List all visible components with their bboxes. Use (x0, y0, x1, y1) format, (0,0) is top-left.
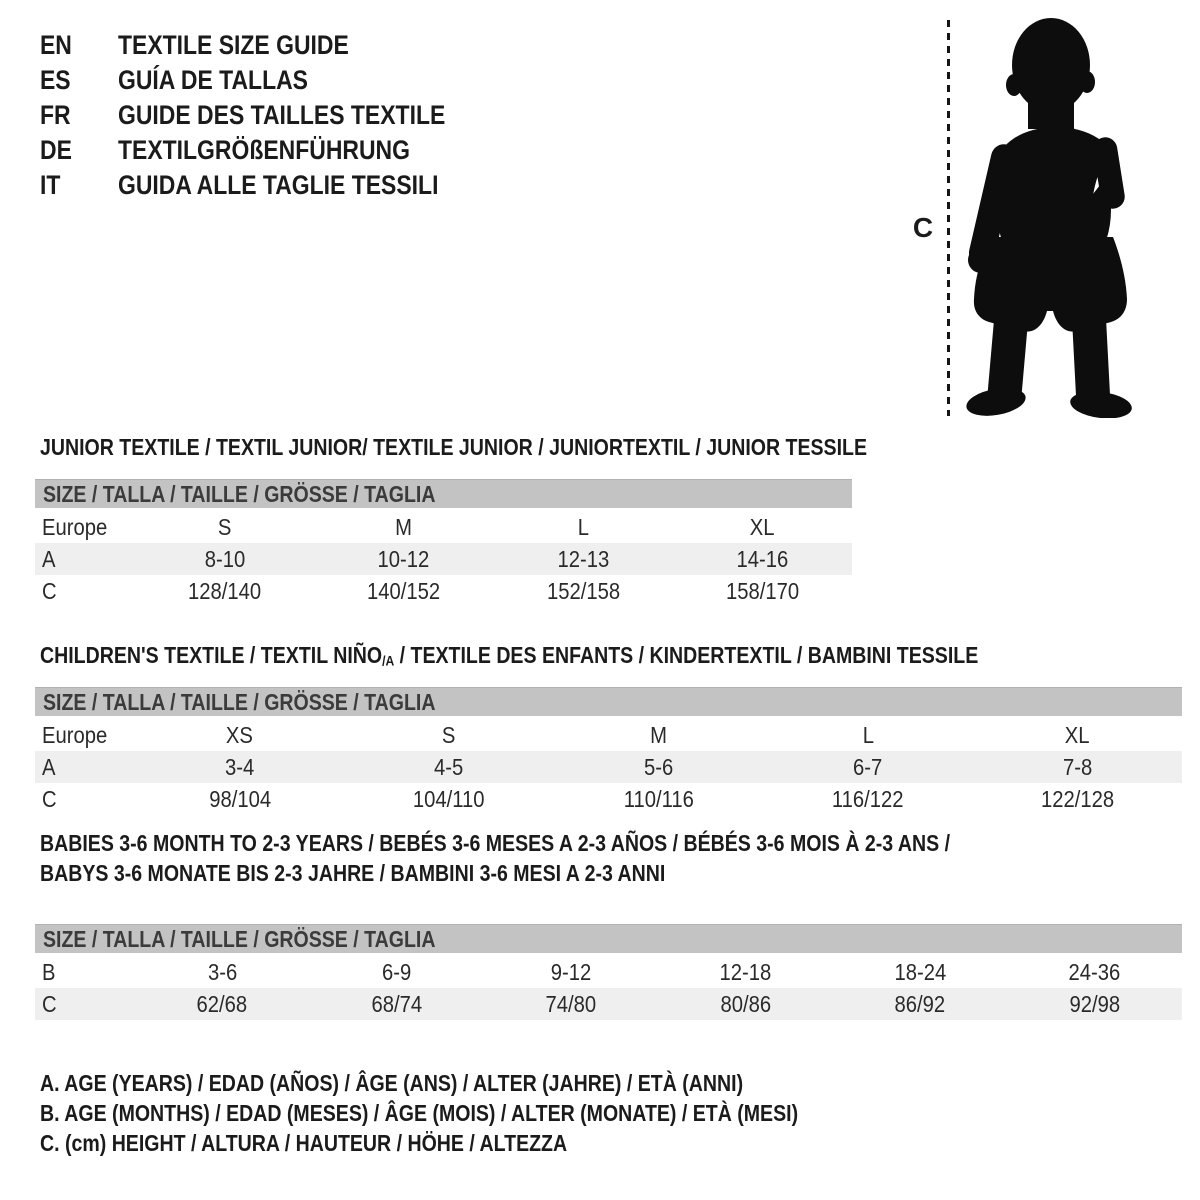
language-title: TEXTILGRÖßENFÜHRUNG (118, 135, 410, 165)
language-list (40, 28, 503, 203)
row-label: A (42, 753, 56, 780)
height-cell: 74/80 (545, 990, 597, 1017)
language-row-fr (40, 98, 503, 133)
row-label: Europe (42, 721, 108, 748)
age-cell: 9-12 (550, 958, 592, 985)
height-cell: 104/110 (413, 785, 485, 812)
size-cell: XL (1064, 721, 1090, 748)
height-cell: 110/116 (623, 785, 694, 812)
height-cell: 98/104 (208, 785, 271, 812)
table-row-europe (35, 719, 1182, 751)
size-table-babies (35, 924, 1182, 1020)
row-label: Europe (42, 513, 108, 540)
note-height-cm: C. (cm) HEIGHT / ALTURA / HAUTEUR / HÖHE / ALTEZZA (40, 1129, 568, 1156)
age-cell: 10-12 (377, 545, 430, 572)
row-label: C (42, 577, 57, 604)
height-cell: 122/128 (1040, 785, 1114, 812)
babies-title-line2: BABYS 3-6 MONATE BIS 2-3 JAHRE / BAMBINI 3-6 MESI A 2-3 ANNI (40, 860, 666, 886)
language-title: GUÍA DE TALLAS (118, 65, 308, 95)
language-code: IT (40, 170, 61, 200)
section-title-junior: JUNIOR TEXTILE / TEXTIL JUNIOR/ TEXTILE JUNIOR / JUNIORTEXTIL / JUNIOR TESSILE (40, 434, 868, 460)
table-row-age-years (35, 543, 852, 575)
section-title-children: CHILDREN'S TEXTILE / TEXTIL NIÑO/A / TEXTILE DES ENFANTS / KINDERTEXTIL / BAMBINI TESSILE (40, 642, 979, 670)
height-cell: 92/98 (1069, 990, 1121, 1017)
size-cell: L (577, 513, 589, 540)
height-cell: 128/140 (188, 577, 262, 604)
language-title: GUIDE DES TAILLES TEXTILE (118, 100, 446, 130)
size-cell: S (217, 513, 232, 540)
height-cell: 152/158 (546, 577, 620, 604)
note-age-years: A. AGE (YEARS) / EDAD (AÑOS) / ÂGE (ANS) / ALTER (JAHRE) / ETÀ (ANNI) (40, 1069, 744, 1096)
row-label: B (42, 958, 56, 985)
age-cell: 18-24 (894, 958, 947, 985)
age-cell: 7-8 (1062, 753, 1092, 780)
height-cell: 116/122 (832, 785, 904, 812)
language-title: GUIDA ALLE TAGLIE TESSILI (118, 170, 439, 200)
height-cell: 158/170 (725, 577, 799, 604)
table-row-height-cm (35, 575, 852, 607)
size-table-junior (35, 479, 852, 607)
language-row-it (40, 168, 503, 203)
section-title-babies (40, 828, 1111, 888)
age-cell: 12-13 (557, 545, 610, 572)
size-cell: XL (749, 513, 775, 540)
age-cell: 3-6 (207, 958, 237, 985)
language-code: EN (40, 30, 72, 60)
language-row-de (40, 133, 503, 168)
babies-title-line1: BABIES 3-6 MONTH TO 2-3 YEARS / BEBÉS 3-6 MESES A 2-3 AÑOS / BÉBÉS 3-6 MOIS À 2-3 ANS / (40, 830, 951, 856)
size-cell: M (395, 513, 413, 540)
table-row-age-years (35, 751, 1182, 783)
size-table-header: SIZE / TALLA / TAILLE / GRÖSSE / TAGLIA (35, 687, 1182, 716)
row-label: A (42, 545, 56, 572)
age-cell: 5-6 (643, 753, 674, 780)
age-cell: 24-36 (1068, 958, 1121, 985)
language-title: TEXTILE SIZE GUIDE (118, 30, 349, 60)
height-cell: 68/74 (371, 990, 423, 1017)
size-cell: M (650, 721, 667, 748)
age-cell: 6-9 (382, 958, 412, 985)
toddler-silhouette-image (960, 14, 1140, 418)
language-row-es (40, 63, 503, 98)
table-row-europe (35, 511, 852, 543)
height-measure-dashed-line (947, 20, 950, 416)
size-cell: L (862, 721, 874, 748)
size-cell: S (442, 721, 456, 748)
note-age-months: B. AGE (MONTHS) / EDAD (MESES) / ÂGE (MOIS) / ALTER (MONATE) / ETÀ (MESI) (40, 1099, 799, 1126)
height-cell: 62/68 (196, 990, 248, 1017)
row-label: C (42, 785, 57, 812)
size-table-children (35, 687, 1182, 815)
measure-label-c: C (912, 212, 934, 243)
age-cell: 12-18 (719, 958, 772, 985)
age-cell: 8-10 (204, 545, 245, 572)
height-cell: 80/86 (720, 990, 772, 1017)
age-cell: 4-5 (434, 753, 464, 780)
title-subscript: /A (382, 653, 395, 670)
row-label: C (42, 990, 57, 1017)
table-row-age-months (35, 956, 1182, 988)
age-cell: 3-4 (225, 753, 255, 780)
size-cell: XS (226, 721, 254, 748)
language-code: FR (40, 100, 71, 130)
language-code: ES (40, 65, 71, 95)
table-row-height-cm (35, 783, 1182, 815)
table-row-height-cm (35, 988, 1182, 1020)
legend-notes (40, 1068, 932, 1158)
language-code: DE (40, 135, 72, 165)
age-cell: 14-16 (736, 545, 789, 572)
age-cell: 6-7 (853, 753, 883, 780)
size-table-header: SIZE / TALLA / TAILLE / GRÖSSE / TAGLIA (35, 924, 1182, 953)
height-cell: 140/152 (367, 577, 441, 604)
language-row-en (40, 28, 503, 63)
size-table-header: SIZE / TALLA / TAILLE / GRÖSSE / TAGLIA (35, 479, 852, 508)
height-cell: 86/92 (894, 990, 946, 1017)
